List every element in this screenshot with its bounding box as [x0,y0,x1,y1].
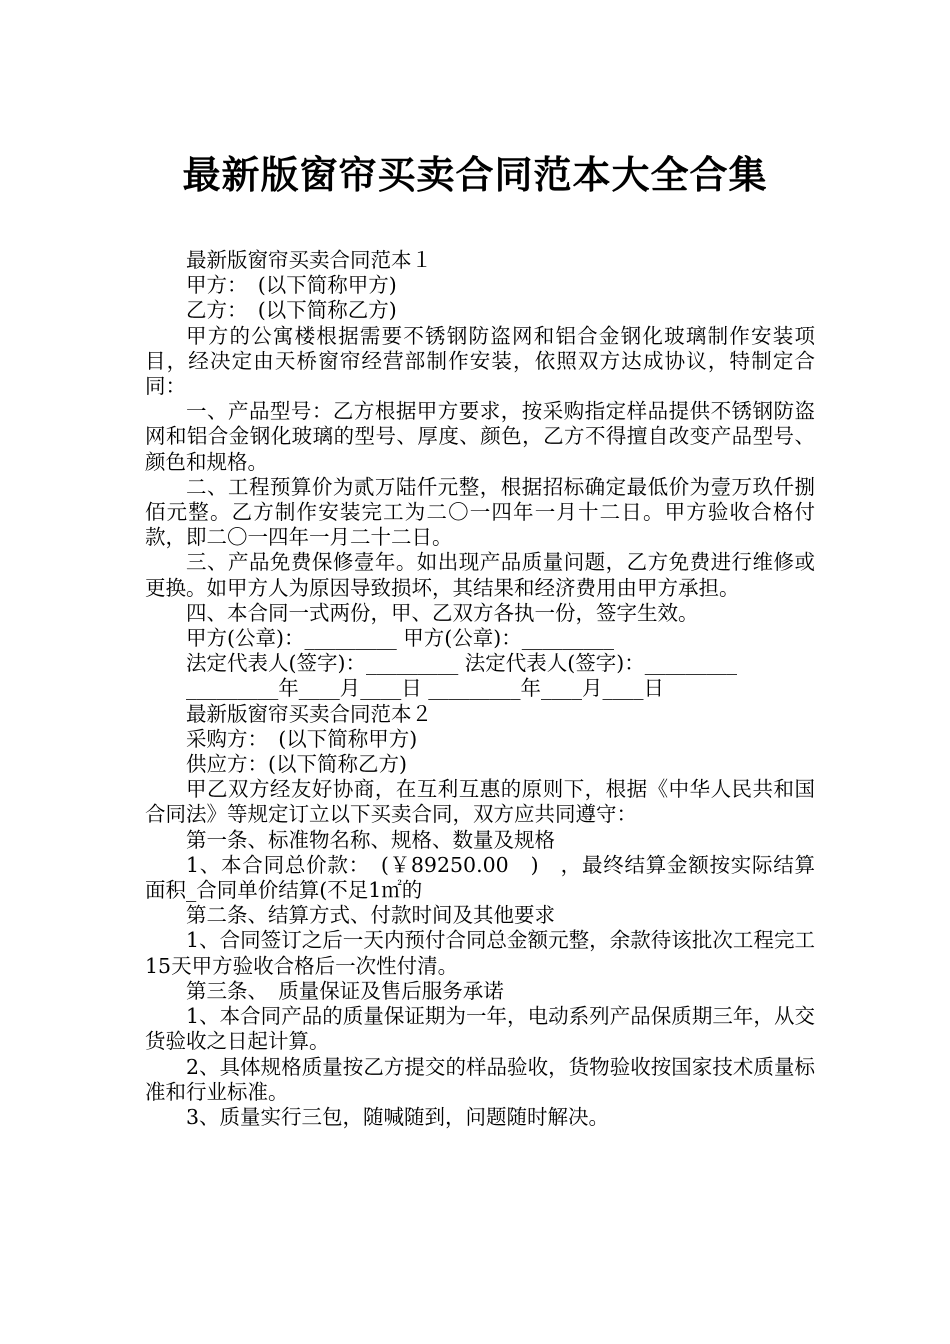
contract-paragraph: 二、工程预算价为贰万陆仟元整，根据招标确定最低价为壹万玖仟捌佰元整。乙方制作安装完工为二〇一四年一月十二日。甲方验收合格付款，即二〇一四年一月二十二日。 [145,474,815,550]
signature-date-line: _________年____月____日 _________年____月____日 [186,676,665,701]
party-b-line: 乙方： (以下简称乙方) [186,298,397,323]
contract-paragraph: 1、合同签订之后一天内预付合同总金额元整，余款待该批次工程完工15天甲方验收合格后一次性付清。 [145,928,815,978]
article-heading: 第一条、标准物名称、规格、数量及规格 [186,827,555,852]
contract-paragraph: 甲乙双方经友好协商，在互利互惠的原则下，根据《中华人民共和国合同法》等规定订立以下买卖合同，双方应共同遵守： [145,777,815,827]
section-heading: 最新版窗帘买卖合同范本２ [186,701,432,726]
supplier-line: 供应方：(以下简称乙方) [186,752,407,777]
purchaser-line: 采购方： (以下简称甲方) [186,726,418,751]
article-heading: 第二条、结算方式、付款时间及其他要求 [186,903,555,928]
contract-paragraph: 甲方的公寓楼根据需要不锈钢防盗网和铝合金钢化玻璃制作安装项目，经决定由天桥窗帘经营部制作安装，依照双方达成协议，特制定合同： [145,323,815,399]
contract-paragraph: 三、产品免费保修壹年。如出现产品质量问题，乙方免费进行维修或更换。如甲方人为原因导致损坏，其结果和经济费用由甲方承担。 [145,550,815,600]
contract-paragraph: 2、具体规格质量按乙方提交的样品验收，货物验收按国家技术质量标准和行业标准。 [145,1054,815,1104]
contract-paragraph: 一、产品型号：乙方根据甲方要求，按采购指定样品提供不锈钢防盗网和铝合金钢化玻璃的型号、厚度、颜色，乙方不得擅自改变产品型号、颜色和规格。 [145,399,815,474]
signature-representative-line: 法定代表人(签字)：_________ 法定代表人(签字)：_________ [186,651,738,676]
document-body [145,248,815,1130]
article-heading: 第三条、 质量保证及售后服务承诺 [186,978,504,1003]
contract-paragraph: 1、本合同总价款： (￥89250.00 ) ，最终结算金额按实际结算面积_合同单价结算(不足1㎡的 [145,852,815,903]
document-title: 最新版窗帘买卖合同范本大全合集 [182,153,768,198]
contract-paragraph: 3、质量实行三包，随喊随到，问题随时解决。 [186,1104,610,1129]
contract-paragraph: 1、本合同产品的质量保证期为一年，电动系列产品保质期三年，从交货验收之日起计算。 [145,1004,815,1054]
contract-paragraph: 四、本合同一式两份，甲、乙双方各执一份，签字生效。 [186,600,699,625]
signature-seal-line: 甲方(公章)：_________ 甲方(公章)：_________ [186,626,615,651]
section-heading: 最新版窗帘买卖合同范本１ [186,248,432,272]
party-a-line: 甲方： (以下简称甲方) [186,273,397,298]
